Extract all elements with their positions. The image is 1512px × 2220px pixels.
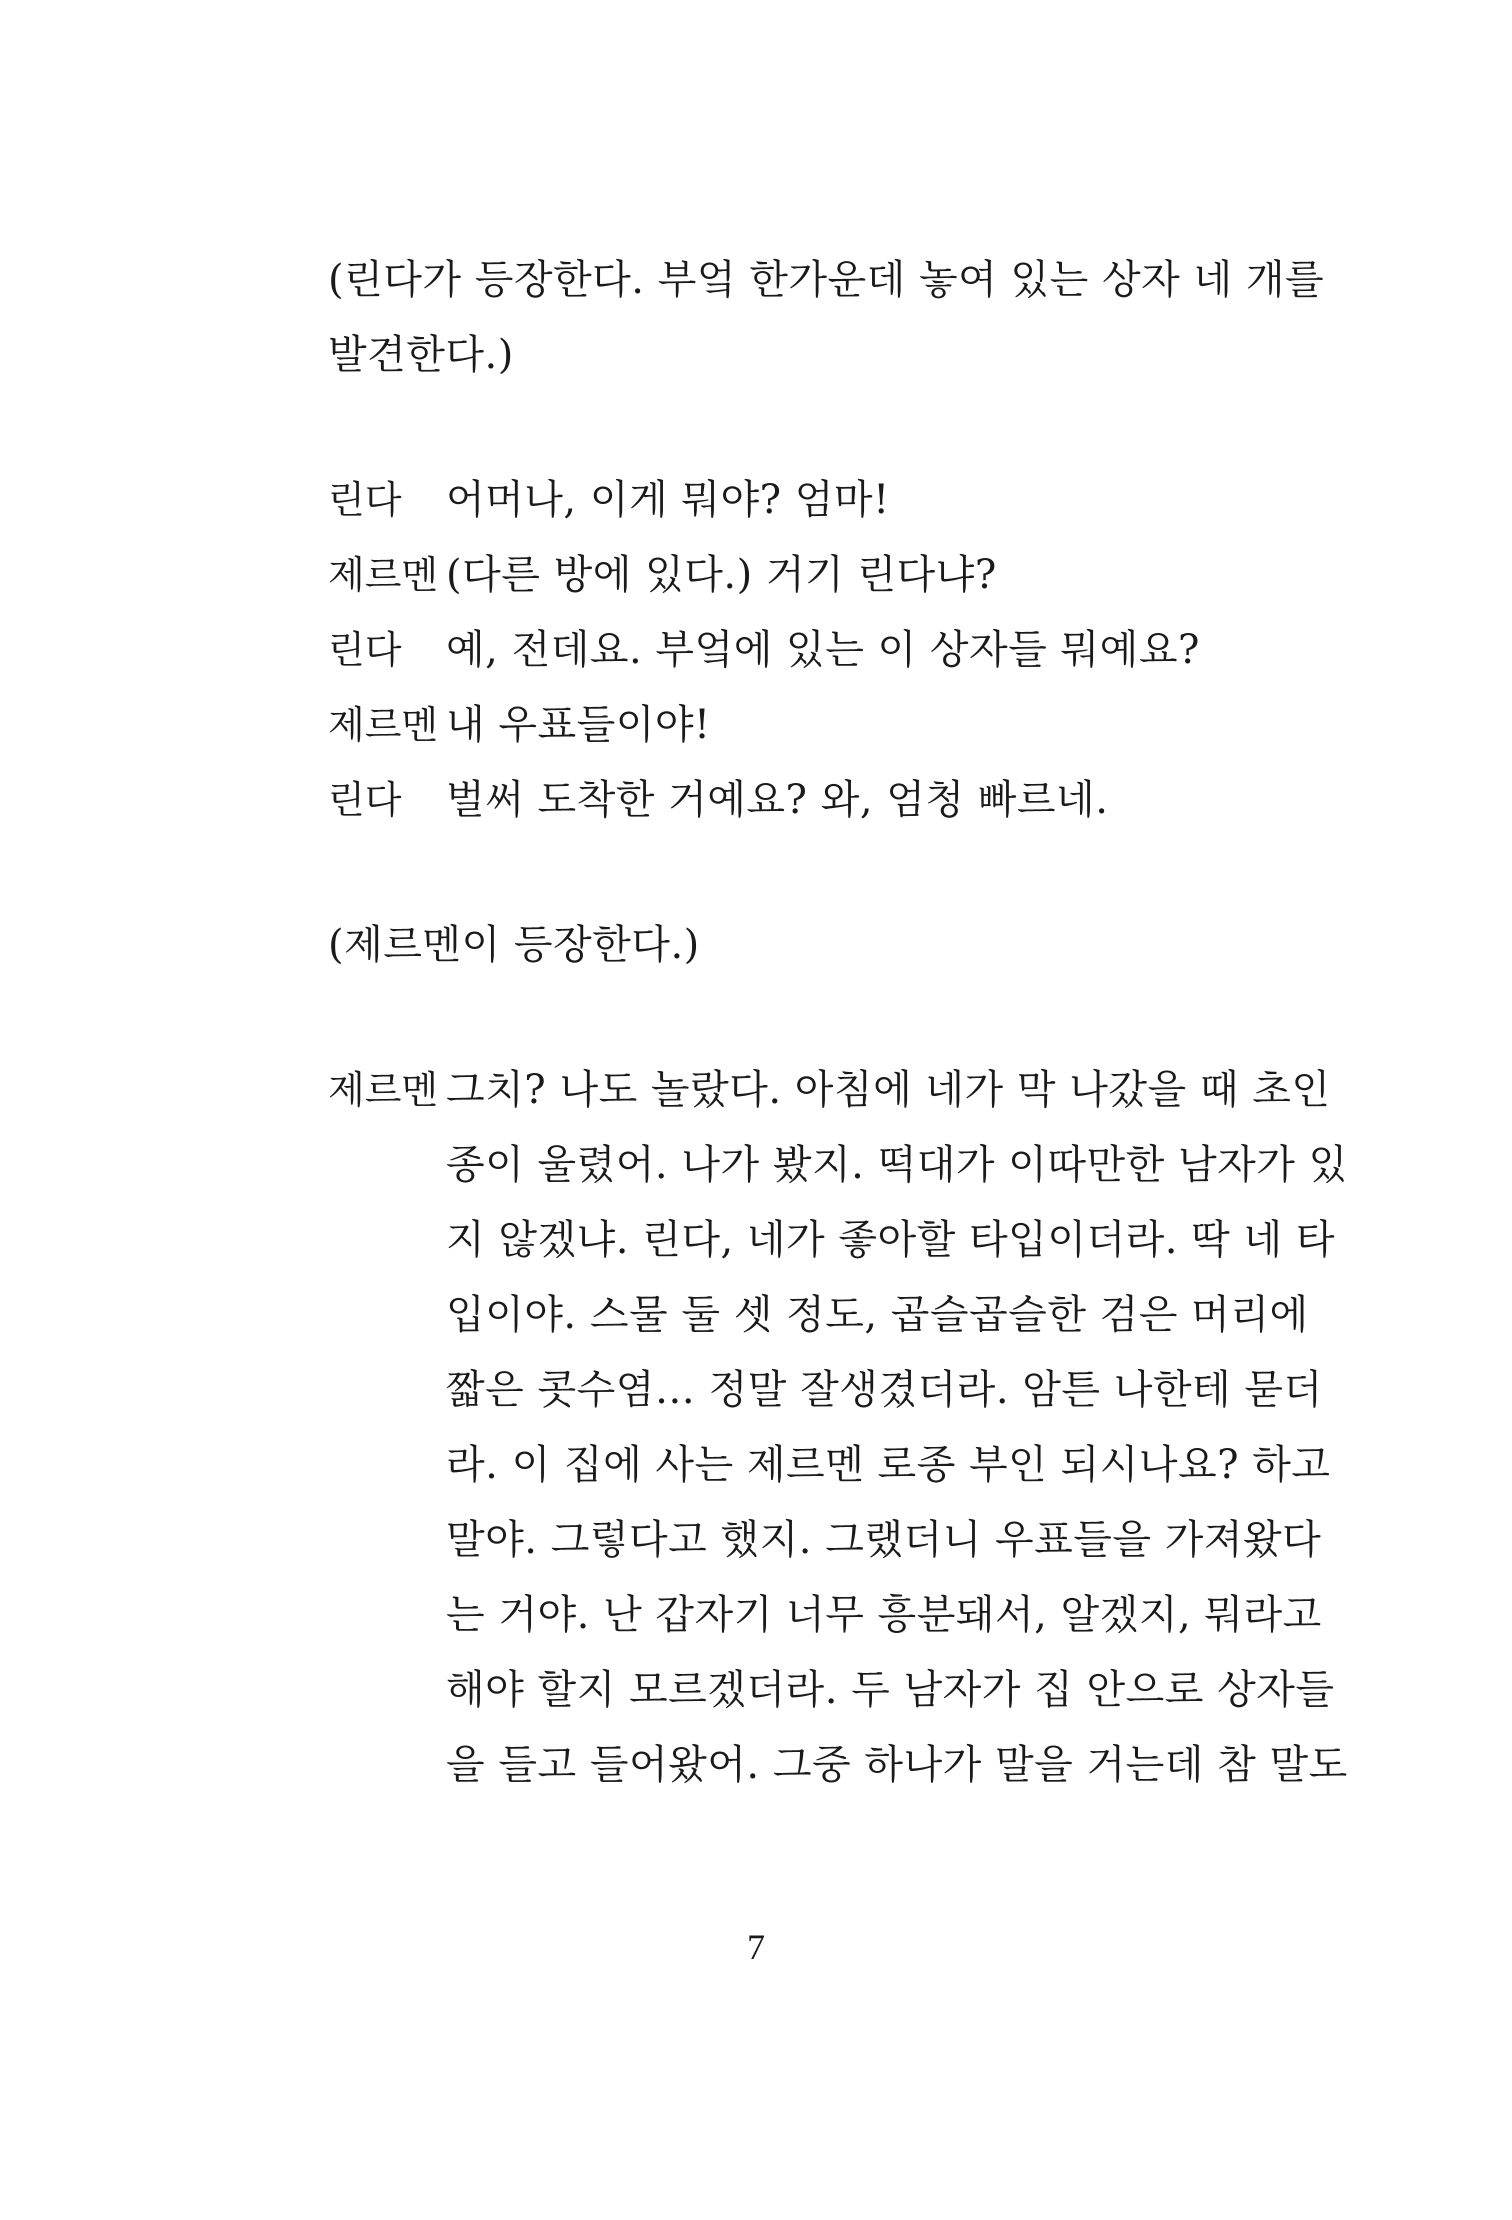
- speaker-name: 린다: [328, 778, 402, 822]
- speaker-name: 제르멘: [328, 553, 439, 597]
- speech-text: 예, 전데요. 부엌에 있는 이 상자들 뭐예요?: [446, 627, 1200, 673]
- speech-continuation-line: 짧은 콧수염… 정말 잘생겼더라. 암튼 나한테 묻더: [446, 1367, 1323, 1413]
- speech-text: (다른 방에 있다.) 거기 린다냐?: [446, 552, 997, 598]
- speaker-name: 린다: [328, 628, 402, 672]
- speech-text: 내 우표들이야!: [446, 702, 711, 748]
- stage-direction-line: (린다가 등장한다. 부엌 한가운데 놓여 있는 상자 네 개를: [328, 257, 1325, 303]
- dialogue-line: [328, 1065, 1331, 1115]
- speech-continuation-line: 종이 울렸어. 나가 봤지. 떡대가 이따만한 남자가 있: [446, 1142, 1348, 1188]
- speech-text: 어머나, 이게 뭐야? 엄마!: [446, 477, 890, 523]
- speech-text: 그치? 나도 놀랐다. 아침에 네가 막 나갔을 때 초인: [446, 1067, 1331, 1113]
- speech-continuation-line: 말야. 그렇다고 했지. 그랬더니 우표들을 가져왔다: [446, 1517, 1322, 1563]
- dialogue-line: [328, 775, 1268, 825]
- speech-continuation-line: 입이야. 스물 둘 셋 정도, 곱슬곱슬한 검은 머리에: [446, 1292, 1309, 1338]
- speaker-name: 제르멘: [328, 703, 439, 747]
- dialogue-line: [328, 475, 1268, 525]
- speech-continuation-line: 을 들고 들어왔어. 그중 하나가 말을 거는데 참 말도: [446, 1742, 1348, 1788]
- speaker-name: 제르멘: [328, 1068, 439, 1112]
- page-number: 7: [747, 1927, 765, 1967]
- speech-text: 벌써 도착한 거예요? 와, 엄청 빠르네.: [446, 777, 1109, 823]
- speaker-name: 린다: [328, 478, 402, 522]
- speech-continuation-line: 라. 이 집에 사는 제르멘 로종 부인 되시나요? 하고: [446, 1442, 1331, 1488]
- stage-direction-line: (제르멘이 등장한다.): [328, 922, 700, 968]
- dialogue-line: [328, 700, 1268, 750]
- dialogue-line: [328, 625, 1268, 675]
- stage-direction-line: 발견한다.): [328, 332, 514, 378]
- speech-continuation-line: 지 않겠냐. 린다, 네가 좋아할 타입이더라. 딱 네 타: [446, 1217, 1336, 1263]
- speech-continuation-line: 는 거야. 난 갑자기 너무 흥분돼서, 알겠지, 뭐라고: [446, 1592, 1322, 1638]
- dialogue-line: [328, 550, 1268, 600]
- speech-continuation-line: 해야 할지 모르겠더라. 두 남자가 집 안으로 상자들: [446, 1667, 1335, 1713]
